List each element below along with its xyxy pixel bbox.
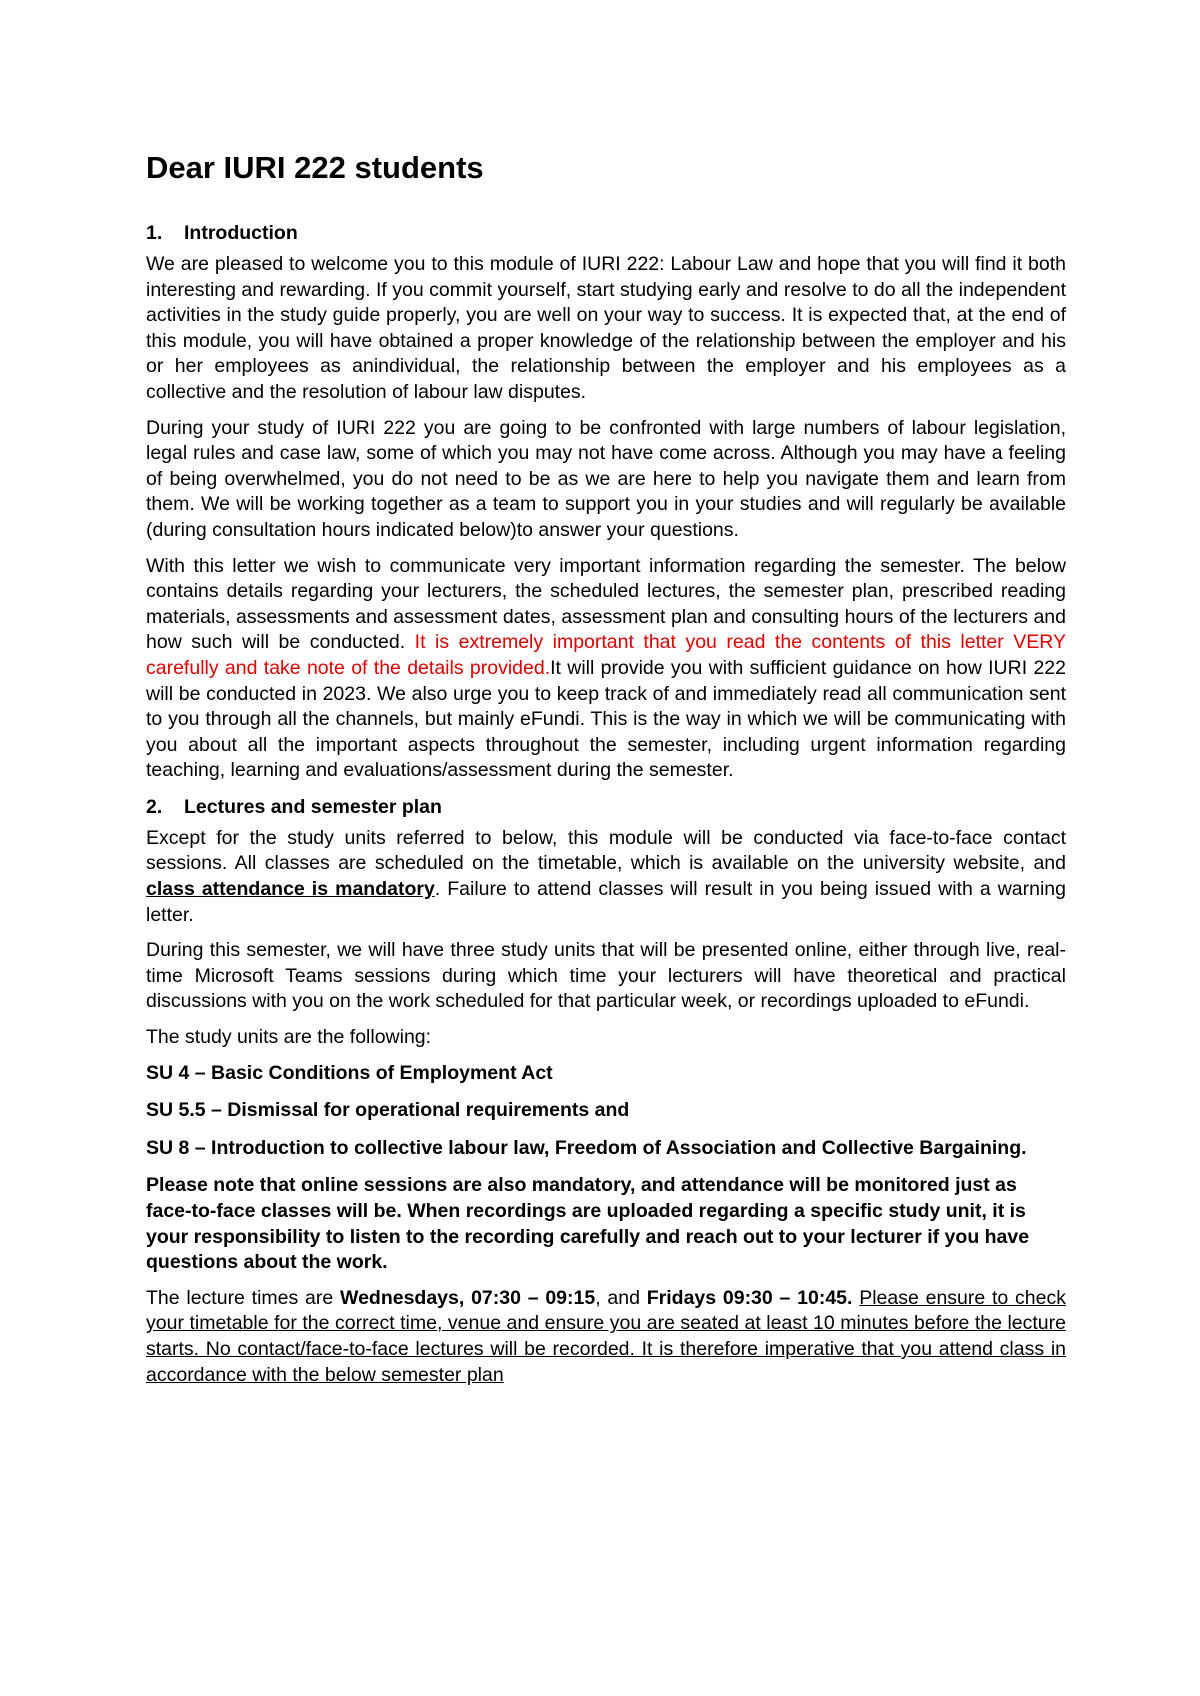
study-units-intro: The study units are the following:: [146, 1026, 432, 1049]
section-2-number: 2.: [146, 795, 163, 818]
section-1-heading: [146, 220, 1066, 246]
study-unit-su4: SU 4 – Basic Conditions of Employment Act: [146, 1061, 553, 1084]
intro-paragraph-3-text: With this letter we wish to communicate very important information regarding the semester. The below contains details regarding your lecturers, the scheduled lectures, the semester plan, prescribed reading materials, assessments and assessment dates, assessment plan and consulting hours of the lecturers and how such will be conducted.: [146, 554, 1066, 654]
study-unit-su8: SU 8 – Introduction to collective labour law, Freedom of Association and Collective Bargaining.: [146, 1136, 1027, 1159]
study-unit-su55: SU 5.5 – Dismissal for operational requirements and: [146, 1099, 630, 1122]
lectures-paragraph-1: [146, 826, 1066, 928]
intro-paragraph-2: During your study of IURI 222 you are going to be confronted with large numbers of labour legislation, legal rules and case law, some of which you may not have come across. Although you may have a feeling of being overwhelmed, you do not need to be as we are here to help you navigate them and learn from them. We will be working together as a team to support you in your studies and will regularly be available (during consultation hours indicated below)to answer your questions.: [146, 416, 1066, 541]
lecture-times-paragraph: [146, 1286, 1066, 1388]
lectures-paragraph-1-text: Except for the study units referred to below, this module will be conducted via face-to-face contact sessions. All classes are scheduled on the timetable, which is available on the university website, and: [146, 826, 1066, 875]
lecture-times-wednesday: Wednesdays, 07:30 – 09:15: [340, 1286, 596, 1309]
lecture-times-and: , and: [595, 1286, 647, 1309]
section-2-heading: [146, 794, 1066, 820]
intro-paragraph-3-continued: It will provide you with sufficient guidance on how IURI 222 will be conducted in 2023. We also urge you to keep track of and immediately read all communication sent to you through all the channels, but mainly eFundi. This is the way in which we will be communicating with you about all the important aspects throughout the semester, including urgent information regarding teaching, learning and evaluations/assessment during the semester.: [146, 656, 1066, 782]
timetable-instructions: Please ensure to check your timetable for the correct time, venue and ensure you are seated at least 10 minutes before the lecture starts. No contact/face-to-face lectures will be recorded. It is therefore imperative that you attend class in accordance with the below semester plan: [146, 1286, 1066, 1386]
lectures-paragraph-1-continued: . Failure to attend classes will result in you being issued with a warning letter.: [146, 878, 1066, 926]
lecture-times-text: The lecture times are: [146, 1286, 341, 1309]
important-notice-text: It is extremely important that you read the contents of this letter VERY carefully and take note of the details provided.: [146, 631, 1066, 679]
online-sessions-note: Please note that online sessions are also mandatory, and attendance will be monitored just as face-to-face classes will be. When recordings are uploaded regarding a specific study unit, it is your responsibility to listen to the recording carefully and reach out to your lecturer if you have questions about the work.: [146, 1174, 1030, 1274]
letter-page: [146, 150, 1066, 1398]
intro-paragraph-1: We are pleased to welcome you to this module of IURI 222: Labour Law and hope that you will find it both interesting and rewarding. If you commit yourself, start studying early and resolve to do all the independent activities in the study guide properly, you are well on your way to success. It is expected that, at the end of this module, you will have obtained a proper knowledge of the relationship between the employer and his or her employees as anindividual, the relationship between the employer and his employees as a collective and the resolution of labour law disputes.: [146, 253, 1066, 403]
attendance-mandatory-text: class attendance is mandatory: [146, 878, 435, 901]
section-1-number: 1.: [146, 222, 163, 244]
lectures-paragraph-2: During this semester, we will have three study units that will be presented online, either through live, real-time Microsoft Teams sessions during which time your lecturers will have theoretical and practical discussions with you on the work scheduled for that particular week, or recordings uploaded to eFundi.: [146, 939, 1066, 1013]
page-title: Dear IURI 222 students: [146, 150, 484, 185]
section-1-title: Introduction: [184, 222, 298, 244]
section-2-title: Lectures and semester plan: [184, 795, 442, 818]
intro-paragraph-3: [146, 554, 1066, 784]
lecture-times-friday: Fridays 09:30 – 10:45.: [646, 1286, 853, 1309]
